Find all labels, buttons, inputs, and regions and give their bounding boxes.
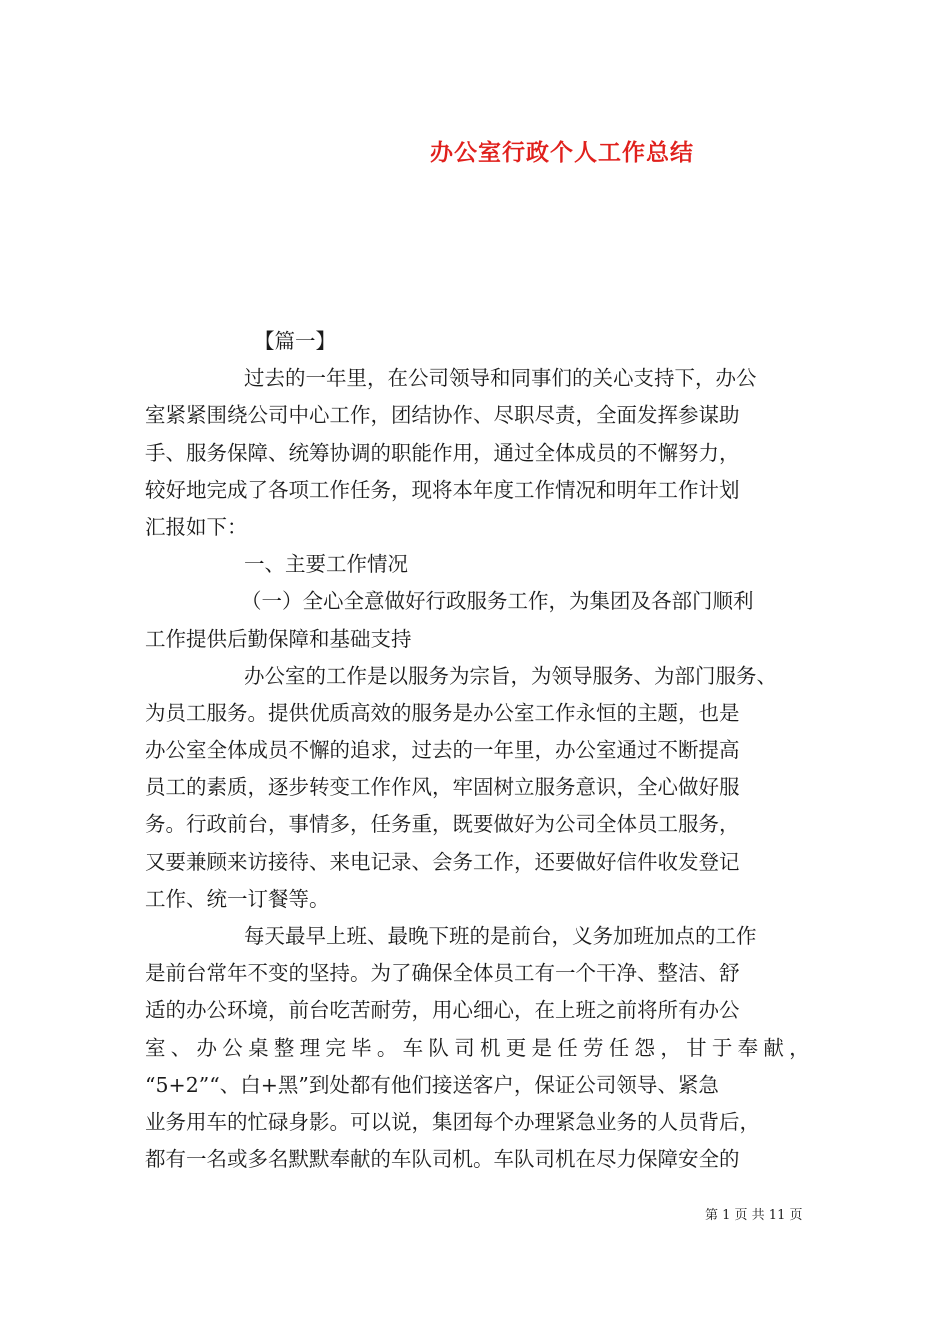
justified-char: 怨 [634, 1035, 656, 1060]
justified-char: 队 [428, 1035, 449, 1060]
document-title: 办公室行政个人工作总结 [430, 139, 694, 166]
justified-char: 任 [608, 1035, 630, 1060]
justified-char: ， [660, 1035, 681, 1060]
paragraph-line: 员工的素质，逐步转变工作作风，牢固树立服务意识，全心做好服 [145, 775, 740, 800]
justified-char: 。 [376, 1035, 398, 1060]
justified-char: 整 [273, 1035, 295, 1060]
paragraph-line: 业务用车的忙碌身影。可以说，集团每个办理紧急业务的人员背后， [145, 1109, 760, 1134]
justified-char: 公 [222, 1035, 243, 1060]
page-number: 第 1 页 共 11 页 [705, 1208, 803, 1223]
justified-char: 甘 [686, 1035, 707, 1060]
paragraph-line: 过去的一年里，在公司领导和同事们的关心支持下，办公 [244, 366, 757, 391]
justified-char: 献 [763, 1035, 784, 1060]
justified-char: ， [789, 1035, 810, 1060]
paragraph-line: 较好地完成了各项工作任务，现将本年度工作情况和明年工作计划 [145, 477, 740, 502]
subheading-line: （一）全心全意做好行政服务工作，为集团及各部门顺利 [241, 589, 754, 614]
justified-char: 桌 [248, 1035, 269, 1060]
justified-char: 、 [170, 1035, 192, 1060]
paragraph-line: 又要兼顾来访接待、来电记录、会务工作，还要做好信件收发登记 [145, 849, 740, 874]
paragraph-line: 适的办公环境，前台吃苦耐劳，用心细心，在上班之前将所有办公 [145, 998, 740, 1023]
paragraph-line: 办公室的工作是以服务为宗旨，为领导服务、为部门服务、 [244, 663, 777, 688]
justified-char: 任 [557, 1035, 578, 1060]
paragraph-line: 室紧紧围绕公司中心工作，团结协作、尽职尽责，全面发挥参谋助 [145, 403, 740, 428]
justified-char: 于 [711, 1035, 733, 1060]
section-label: 【篇一】 [254, 329, 336, 353]
justified-char: 司 [454, 1035, 475, 1060]
justified-char: 车 [402, 1035, 424, 1060]
justified-char: 毕 [351, 1035, 372, 1060]
paragraph-line: 手、服务保障、统筹协调的职能作用，通过全体成员的不懈努力， [145, 440, 740, 465]
paragraph-line: 都有一名或多名默默奉献的车队司机。车队司机在尽力保障安全的 [145, 1147, 740, 1172]
subheading-line: 工作提供后勤保障和基础支持 [145, 626, 412, 651]
justified-char: 完 [325, 1035, 346, 1060]
document-body [145, 323, 810, 1178]
paragraph-line: “5+2”“、白+黑”到处都有他们接送客户，保证公司领导、紧急 [145, 1072, 719, 1097]
justified-char: 室 [145, 1035, 166, 1060]
paragraph-line: 务。行政前台，事情多，任务重，既要做好为公司全体员工服务， [145, 812, 740, 837]
justified-char: 劳 [583, 1035, 604, 1060]
paragraph-line: 为员工服务。提供优质高效的服务是办公室工作永恒的主题，也是 [145, 700, 740, 725]
justified-char: 是 [531, 1035, 552, 1060]
justified-char: 理 [299, 1035, 321, 1060]
paragraph-line: 汇报如下： [145, 514, 248, 539]
justified-char: 更 [505, 1035, 527, 1060]
paragraph-line: 工作、统一订餐等。 [145, 886, 330, 911]
paragraph-line: 每天最早上班、最晚下班的是前台，义务加班加点的工作 [244, 924, 757, 948]
paragraph-line-justified [145, 1030, 810, 1067]
justified-char: 办 [196, 1035, 218, 1060]
justified-char: 机 [479, 1035, 501, 1060]
justified-char: 奉 [737, 1035, 759, 1060]
paragraph-line: 办公室全体成员不懈的追求，过去的一年里，办公室通过不断提高 [145, 738, 740, 763]
heading-line: 一、主要工作情况 [244, 552, 408, 577]
paragraph-line: 是前台常年不变的坚持。为了确保全体员工有一个干净、整洁、舒 [145, 961, 740, 986]
